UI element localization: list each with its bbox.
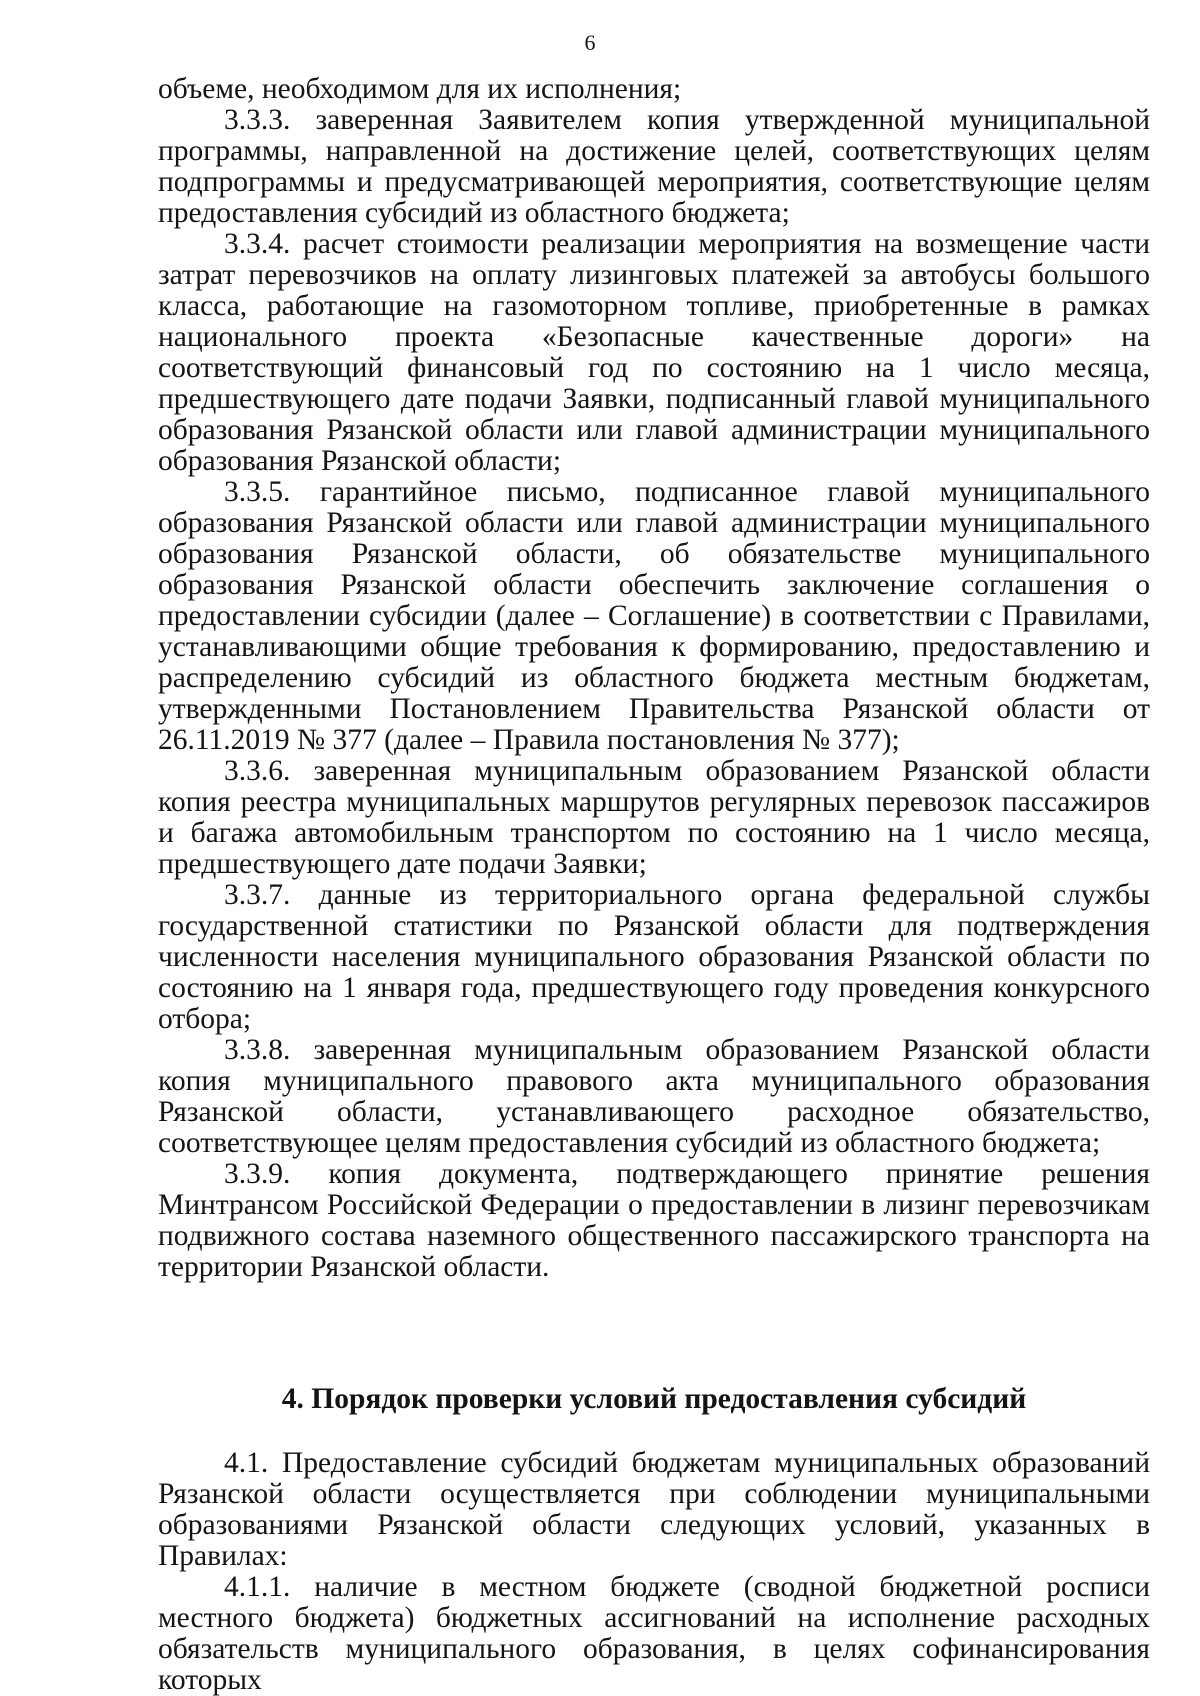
section-4-heading: 4. Порядок проверки условий предоставления субсидий [281, 1383, 1027, 1415]
paragraph-4-1-1: 4.1.1. наличие в местном бюджете (сводной бюджетной росписи местного бюджета) бюджетных ассигнований на исполнение расходных обязательств муниципального образования, в целях софинансирования которых [158, 1571, 1150, 1696]
paragraph-4-1: 4.1. Предоставление субсидий бюджетам муниципальных образований Рязанской области осуществляется при соблюдении муниципальными образованиями Рязанской области следующих условий, указанных в Правилах: [158, 1447, 1150, 1572]
paragraph-continuation: объеме, необходимом для их исполнения; [158, 73, 682, 105]
paragraph-3-3-7: 3.3.7. данные из территориального органа федеральной службы государственной статистики по Рязанской области для подтверждения численности населения муниципального образования Рязанской области по состоянию на 1 января года, предшествующего году проведения конкурсного отбора; [158, 879, 1150, 1035]
paragraph-3-3-9: 3.3.9. копия документа, подтверждающего принятие решения Минтрансом Российской Федерации о предоставлении в лизинг перевозчикам подвижного состава наземного общественного пассажирского транспорта на территории Рязанской области. [158, 1158, 1150, 1283]
paragraph-3-3-5: 3.3.5. гарантийное письмо, подписанное главой муниципального образования Рязанской области или главой администрации муниципального образования Рязанской области, об обязательстве муниципального образования Рязанской области обеспечить заключение соглашения о предоставлении субсидии (далее – Соглашение) в соответствии с Правилами, устанавливающими общие требования к формированию, предоставлению и распределению субсидий из областного бюджета местным бюджетам, утвержденными Постановлением Правительства Рязанской области от 26.11.2019 № 377 (далее – Правила постановления № 377); [158, 476, 1150, 756]
page-number: 6 [584, 30, 596, 55]
section-4-body [158, 1448, 1150, 1696]
paragraph-3-3-6: 3.3.6. заверенная муниципальным образованием Рязанской области копия реестра муниципальных маршрутов регулярных перевозок пассажиров и багажа автомобильным транспортом по состоянию на 1 число месяца, предшествующего дате подачи Заявки; [158, 755, 1150, 880]
document-body [158, 74, 1150, 1283]
paragraph-3-3-3: 3.3.3. заверенная Заявителем копия утвержденной муниципальной программы, направленной на достижение целей, соответствующих целям подпрограммы и предусматривающей мероприятия, соответствующие целям предоставления субсидий из областного бюджета; [158, 104, 1150, 229]
paragraph-3-3-8: 3.3.8. заверенная муниципальным образованием Рязанской области копия муниципального правового акта муниципального образования Рязанской области, устанавливающего расходное обязательство, соответствующее целям предоставления субсидий из областного бюджета; [158, 1034, 1150, 1159]
paragraph-3-3-4: 3.3.4. расчет стоимости реализации мероприятия на возмещение части затрат перевозчиков на оплату лизинговых платежей за автобусы большого класса, работающие на газомоторном топливе, приобретенные в рамках национального проекта «Безопасные качественные дороги» на соответствующий финансовый год по состоянию на 1 число месяца, предшествующего дате подачи Заявки, подписанный главой муниципального образования Рязанской области или главой администрации муниципального образования Рязанской области; [158, 228, 1150, 477]
